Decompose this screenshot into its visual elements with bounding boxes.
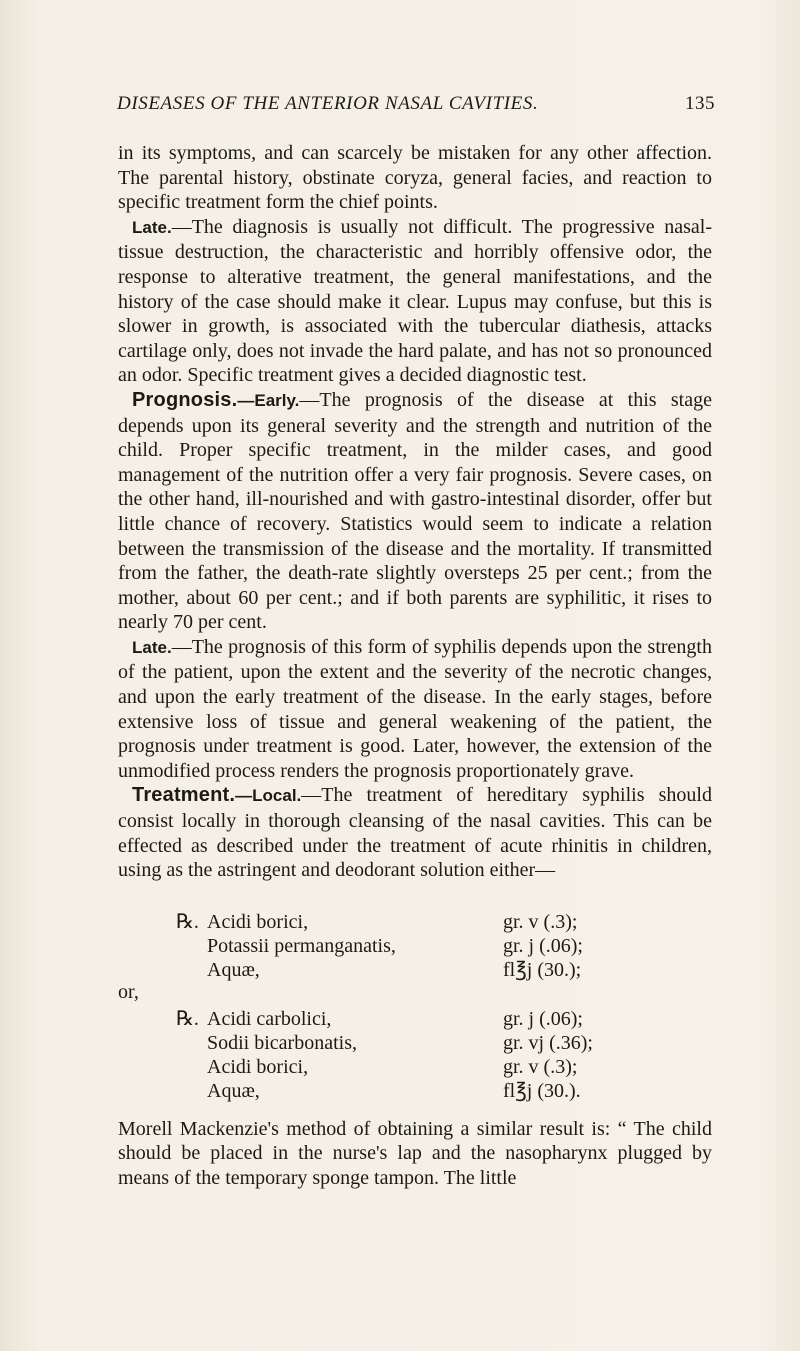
recipe-symbol: ℞. — [176, 1007, 199, 1030]
page-number: 135 — [685, 93, 715, 114]
or-connector: or, — [118, 980, 139, 1003]
section-heading-prognosis: Prognosis. — [132, 388, 238, 411]
subheading-late: Late. — [132, 637, 172, 657]
page-header — [117, 93, 715, 123]
prescription-line — [118, 1031, 712, 1055]
prescription-block — [118, 910, 712, 1105]
recipe-symbol: ℞. — [176, 910, 199, 933]
paragraph-continuation: in its symptoms, and can scarcely be mistaken for any other affection. The parental history, obstinate coryza, general facies, and reaction to specific treatment form the chief points. — [118, 142, 712, 214]
section-heading-treatment: Treatment. — [132, 784, 236, 807]
ingredient: Acidi carbolici, — [207, 1007, 332, 1030]
prescription-line — [118, 910, 712, 934]
running-title: DISEASES OF THE ANTERIOR NASAL CAVITIES. — [117, 93, 539, 114]
ingredient: Aquæ, — [207, 1079, 260, 1102]
dose: fl℥j (30.). — [503, 1079, 581, 1102]
ingredient: Acidi borici, — [207, 1055, 309, 1078]
dose: gr. j (.06); — [503, 934, 583, 957]
ingredient: Sodii bicarbonatis, — [207, 1031, 357, 1054]
paragraph-prognosis-early: Prognosis.—Early.—The prognosis of the disease at this stage depends upon its general severity and the strength and nutrition of the child. Proper specific treatment, in the milder cases, and good management of the nutrition offer a very fair prognosis. Severe cases, on the other hand, ill-nourished and with gastro-intestinal disorder, offer but little chance of recovery. Statistics would seem to indicate a relation between the transmission of the disease and the mortality. If transmitted from the father, the death-rate slightly oversteps 25 per cent.; from the mother, about 60 per cent.; and if both parents are syphilitic, it rises to nearly 70 per cent. — [118, 388, 712, 634]
body-text — [118, 141, 712, 1191]
ingredient: Potassii permanganatis, — [207, 934, 396, 957]
prescription-line — [118, 1007, 712, 1031]
subheading-early: —Early. — [237, 390, 300, 410]
prescription-line — [118, 980, 712, 1004]
paragraph-treatment-local: Treatment.—Local.—The treatment of hereditary syphilis should consist locally in thorough cleansing of the nasal cavities. This can be effected as described under the treatment of acute rhinitis in children, using as the astringent and deodorant solution either— — [118, 784, 712, 882]
prescription-line — [118, 958, 712, 982]
dose: fl℥j (30.); — [503, 958, 582, 981]
prescription-line — [118, 1055, 712, 1079]
paragraph-diagnosis-late: Late.—The diagnosis is usually not difficult. The progressive nasal-tissue destruction, the characteristic and horribly offensive odor, the response to alterative treatment, the general manifestations, and the history of the case should make it clear. Lupus may confuse, but this is slower in growth, is associated with the tubercular diathesis, attacks cartilage only, does not invade the hard palate, and has not so pronounced an odor. Specific treatment gives a decided diagnostic test. — [118, 215, 712, 387]
prescription-line — [118, 1079, 712, 1103]
subheading-late: Late. — [132, 217, 172, 237]
dose: gr. j (.06); — [503, 1007, 583, 1030]
ingredient: Acidi borici, — [207, 910, 309, 933]
ingredient: Aquæ, — [207, 958, 260, 981]
paragraph-prognosis-late: Late.—The prognosis of this form of syphilis depends upon the strength of the patient, upon the extent and the severity of the necrotic changes, and upon the early treatment of the disease. In the early stages, before extensive loss of tissue and general weakening of the patient, the prognosis under treatment is good. Later, however, the extension of the unmodified process renders the prognosis proportionately grave. — [118, 635, 712, 782]
subheading-local: —Local. — [235, 786, 302, 806]
dose: gr. v (.3); — [503, 1055, 578, 1078]
dose: gr. vj (.36); — [503, 1031, 593, 1054]
dose: gr. v (.3); — [503, 910, 578, 933]
paragraph-mackenzie-method: Morell Mackenzie's method of obtaining a similar result is: “ The child should be placed in the nurse's lap and the nasopharynx plugged by means of the temporary sponge tampon. The little — [118, 1117, 712, 1189]
prescription-line — [118, 934, 712, 958]
